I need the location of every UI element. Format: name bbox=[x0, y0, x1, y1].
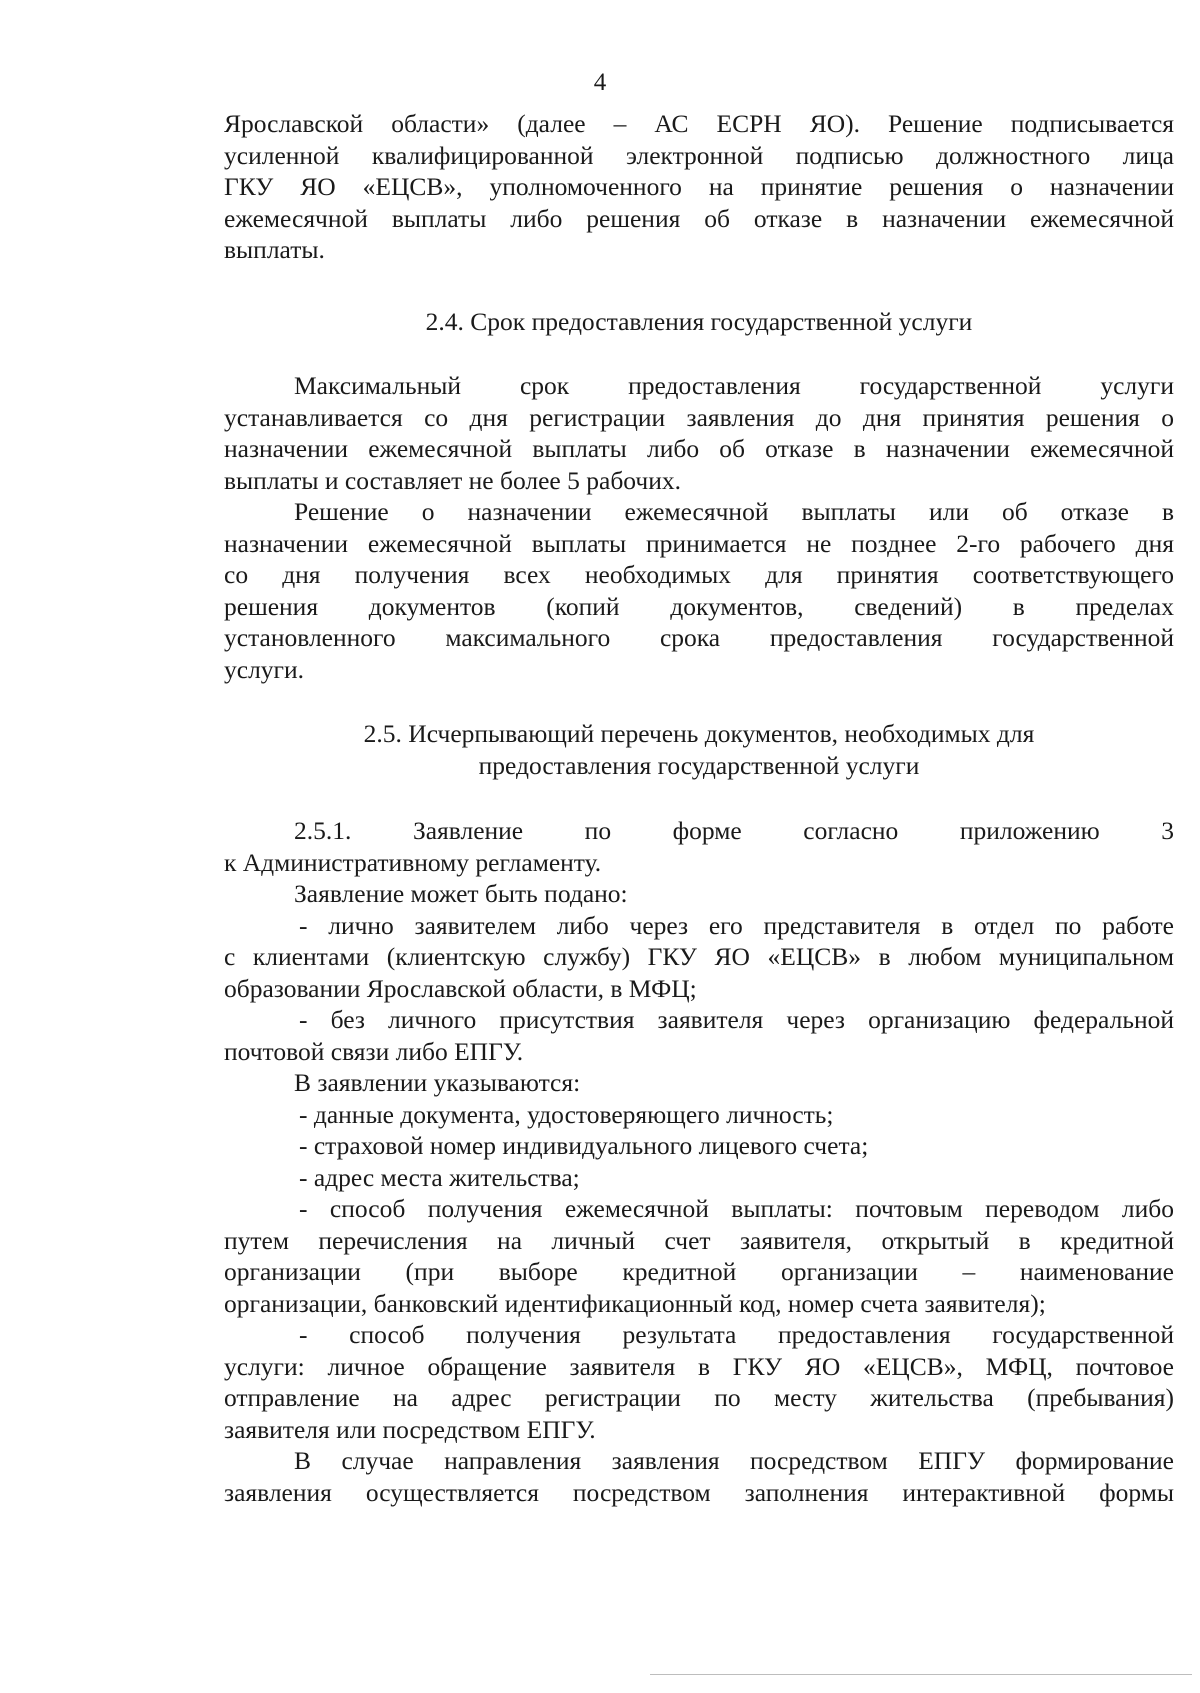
text-line: организации, банковский идентификационный код, номер счета заявителя); bbox=[224, 1288, 1046, 1318]
footer-divider bbox=[650, 1674, 1192, 1675]
text-line: услуги. bbox=[224, 654, 305, 684]
text-line: - без личного присутствия заявителя через организацию федеральной bbox=[299, 1005, 1174, 1034]
text-line: Заявление может быть подано: bbox=[294, 879, 628, 908]
text-line: заявителя или посредством ЕПГУ. bbox=[224, 1414, 596, 1444]
text-line: - страховой номер индивидуального лицевого счета; bbox=[299, 1131, 869, 1160]
text-line: усиленной квалифицированной электронной подписью должностного лица bbox=[224, 140, 1174, 170]
text-line: услуги: личное обращение заявителя в ГКУ ЯО «ЕЦСВ», МФЦ, почтовое bbox=[224, 1351, 1174, 1381]
text-line: решения документов (копий документов, сведений) в пределах bbox=[224, 591, 1174, 621]
text-line: - способ получения ежемесячной выплаты: почтовым переводом либо bbox=[299, 1194, 1174, 1223]
text-line: организации (при выборе кредитной организации – наименование bbox=[224, 1257, 1174, 1286]
heading-line: предоставления государственной услуги bbox=[478, 750, 920, 780]
text-line: Максимальный срок предоставления государственной услуги bbox=[294, 371, 1174, 400]
text-line: ГКУ ЯО «ЕЦСВ», уполномоченного на принятие решения о назначении bbox=[224, 172, 1174, 201]
text-line: - лично заявителем либо через его представителя в отдел по работе bbox=[299, 910, 1174, 940]
text-line: выплаты и составляет не более 5 рабочих. bbox=[224, 465, 681, 495]
text-line: образовании Ярославской области, в МФЦ; bbox=[224, 973, 697, 1003]
text-line: Решение о назначении ежемесячной выплаты или об отказе в bbox=[294, 497, 1174, 526]
text-line: заявления осуществляется посредством заполнения интерактивной формы bbox=[224, 1477, 1174, 1507]
text-line: - данные документа, удостоверяющего личность; bbox=[299, 1099, 834, 1129]
section-heading-2-5 bbox=[224, 718, 1174, 781]
text-line: с клиентами (клиентскую службу) ГКУ ЯО «ЕЦСВ» в любом муниципальном bbox=[224, 942, 1174, 971]
section-heading-2-4 bbox=[224, 306, 1174, 338]
page-number: 4 bbox=[593, 69, 607, 96]
text-line: отправление на адрес регистрации по месту жительства (пребывания) bbox=[224, 1383, 1174, 1412]
text-line: к Административному регламенту. bbox=[224, 847, 602, 877]
text-line: назначении ежемесячной выплаты либо об отказе в назначении ежемесячной bbox=[224, 434, 1174, 463]
text-line: - способ получения результата предоставления государственной bbox=[299, 1320, 1174, 1349]
heading-line: 2.4. Срок предоставления государственной услуги bbox=[425, 307, 973, 336]
text-line: Ярославской области» (далее – АС ЕСРН ЯО). Решение подписывается bbox=[224, 109, 1174, 138]
text-line: выплаты. bbox=[224, 235, 325, 264]
intro-paragraph bbox=[224, 108, 1174, 266]
text-line: назначении ежемесячной выплаты принимается не позднее 2-го рабочего дня bbox=[224, 528, 1174, 558]
text-line: - адрес места жительства; bbox=[299, 1162, 580, 1192]
section-2-4-paragraph-1 bbox=[224, 370, 1174, 496]
text-line: почтовой связи либо ЕПГУ. bbox=[224, 1036, 524, 1066]
text-line: устанавливается со дня регистрации заявления до дня принятия решения о bbox=[224, 402, 1174, 432]
text-line: В случае направления заявления посредством ЕПГУ формирование bbox=[294, 1446, 1174, 1475]
text-line: 2.5.1. Заявление по форме согласно приложению 3 bbox=[294, 816, 1174, 845]
heading-line: 2.5. Исчерпывающий перечень документов, необходимых для bbox=[363, 719, 1035, 748]
text-line: со дня получения всех необходимых для принятия соответствующего bbox=[224, 560, 1174, 589]
text-line: установленного максимального срока предоставления государственной bbox=[224, 623, 1174, 652]
section-2-4-paragraph-2 bbox=[224, 496, 1174, 685]
section-2-5-body bbox=[224, 815, 1174, 1508]
text-line: В заявлении указываются: bbox=[294, 1068, 581, 1097]
text-line: путем перечисления на личный счет заявителя, открытый в кредитной bbox=[224, 1225, 1174, 1255]
text-line: ежемесячной выплаты либо решения об отказе в назначении ежемесячной bbox=[224, 203, 1174, 233]
